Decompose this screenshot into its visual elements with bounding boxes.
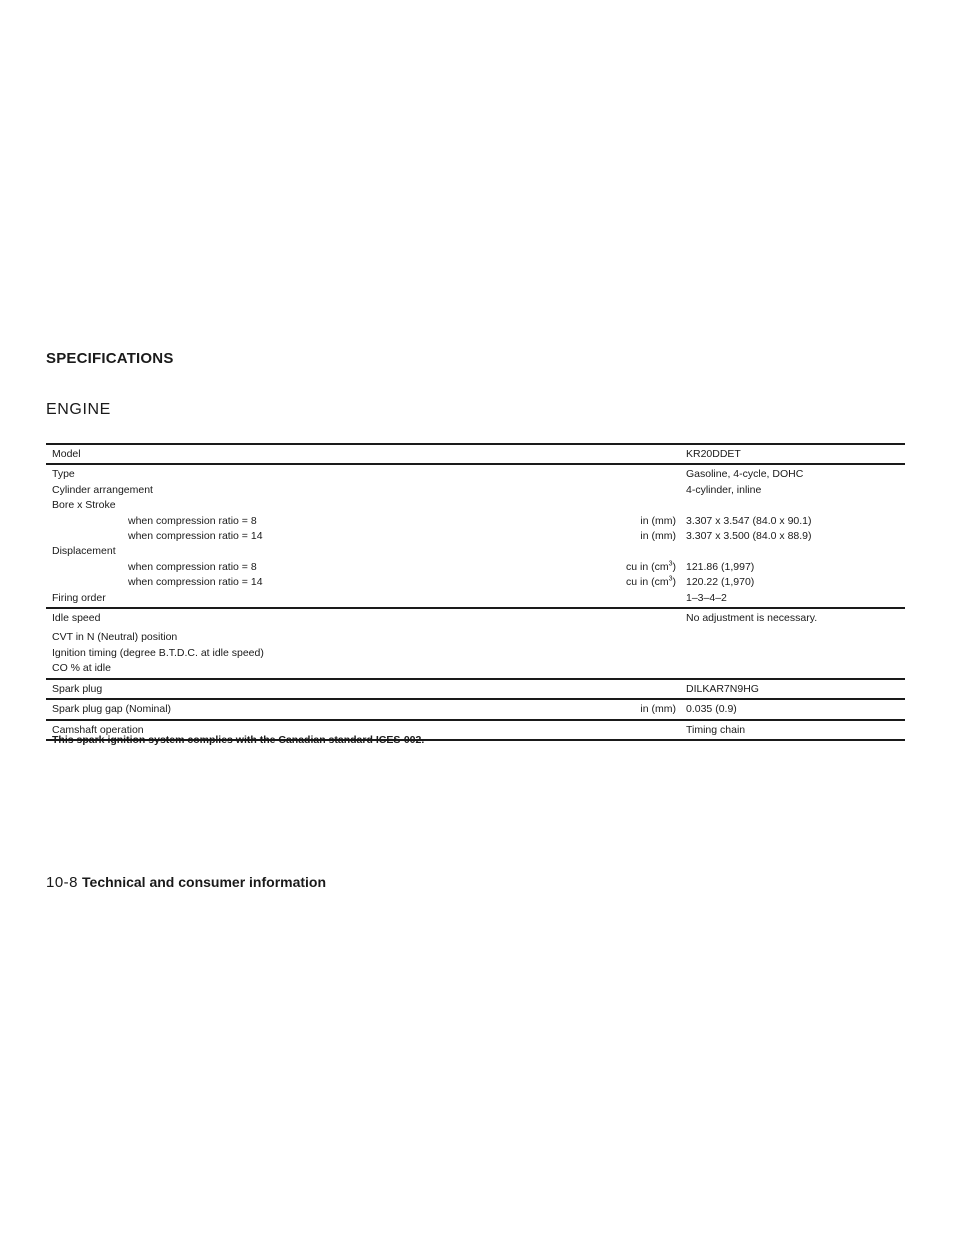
spec-unit — [568, 591, 682, 608]
table-row — [46, 544, 905, 559]
spec-group-spark-plug — [46, 679, 905, 699]
spec-label: Cylinder arrangement — [52, 483, 153, 496]
table-row — [46, 608, 905, 626]
spec-unit — [568, 720, 682, 740]
spec-value: Timing chain — [686, 723, 746, 736]
unit-superscript: 3 — [668, 560, 673, 568]
unit-superscript: 3 — [668, 575, 673, 583]
spec-label: Firing order — [52, 591, 106, 604]
spec-unit — [568, 608, 682, 626]
page-footer — [46, 874, 326, 891]
spec-group-idle — [46, 608, 905, 679]
table-row — [46, 661, 905, 678]
spec-value — [682, 498, 905, 513]
spec-unit — [568, 483, 682, 498]
sub-heading: ENGINE — [46, 401, 111, 418]
spec-value: 3.307 x 3.547 (84.0 x 90.1) — [686, 514, 812, 527]
unit-suffix: ) — [672, 560, 676, 573]
unit-prefix: cu in (cm — [626, 560, 669, 573]
table-row — [46, 626, 905, 645]
spec-group-engine — [46, 464, 905, 608]
spec-value: KR20DDET — [686, 448, 741, 460]
spec-label: CO % at idle — [52, 662, 111, 675]
spec-label: Spark plug — [52, 682, 103, 695]
table-row — [46, 529, 905, 544]
spec-label: when compression ratio = 14 — [128, 530, 263, 543]
spec-label: CVT in N (Neutral) position — [52, 631, 178, 644]
spec-group-spark-plug-gap — [46, 699, 905, 719]
page-number: 10-8 — [46, 874, 79, 891]
spec-unit — [568, 661, 682, 678]
table-row — [46, 560, 905, 575]
spec-label: Type — [52, 468, 75, 481]
spec-unit — [568, 626, 682, 645]
spec-unit: in (mm) — [640, 514, 676, 527]
spec-value: 120.22 (1,970) — [686, 576, 755, 589]
spec-unit — [568, 544, 682, 559]
spec-value — [682, 646, 905, 661]
unit-prefix: cu in (cm — [626, 576, 669, 589]
spec-label: Model — [52, 448, 81, 460]
spec-label: Displacement — [52, 545, 116, 558]
spec-unit — [568, 464, 682, 482]
compliance-footnote: This spark ignition system complies with the Canadian standard ICES-002. — [52, 734, 425, 746]
table-row — [46, 514, 905, 529]
table-row — [46, 444, 905, 464]
table-row — [46, 679, 905, 699]
spec-value: 0.035 (0.9) — [686, 703, 737, 716]
spec-label: Camshaft operation — [52, 723, 144, 736]
spec-unit — [568, 575, 682, 590]
table-row — [46, 575, 905, 590]
table-row — [46, 498, 905, 513]
spec-unit — [568, 646, 682, 661]
spec-label: Spark plug gap (Nominal) — [52, 703, 172, 716]
spec-unit: in (mm) — [640, 703, 676, 716]
spec-group-model — [46, 444, 905, 464]
spec-label: when compression ratio = 8 — [128, 560, 257, 573]
spec-unit — [568, 498, 682, 513]
spec-label: Idle speed — [52, 612, 101, 625]
spec-label: Ignition timing (degree B.T.D.C. at idle speed) — [52, 646, 264, 659]
table-row — [46, 699, 905, 719]
chapter-title: Technical and consumer information — [82, 874, 327, 890]
table-row — [46, 464, 905, 482]
spec-label: when compression ratio = 8 — [128, 514, 257, 527]
table-row — [46, 646, 905, 661]
spec-value: 1–3–4–2 — [686, 591, 727, 604]
spec-value — [682, 544, 905, 559]
spec-unit — [568, 444, 682, 464]
spec-value: Gasoline, 4-cycle, DOHC — [686, 468, 804, 481]
spec-label: Bore x Stroke — [52, 499, 116, 512]
table-row — [46, 591, 905, 608]
spec-value — [682, 661, 905, 678]
unit-suffix: ) — [672, 576, 676, 589]
spec-unit — [568, 560, 682, 575]
spec-label: when compression ratio = 14 — [128, 576, 263, 589]
spec-value: DILKAR7N9HG — [686, 682, 759, 695]
spec-value: No adjustment is necessary. — [686, 612, 818, 625]
engine-spec-table — [46, 443, 905, 741]
spec-value: 3.307 x 3.500 (84.0 x 88.9) — [686, 530, 812, 543]
spec-unit — [568, 679, 682, 699]
spec-value: 4-cylinder, inline — [686, 483, 762, 496]
spec-value: 121.86 (1,997) — [686, 560, 755, 573]
table-row — [46, 483, 905, 498]
spec-unit: in (mm) — [640, 530, 676, 543]
section-heading: SPECIFICATIONS — [46, 350, 174, 367]
spec-value — [682, 626, 905, 645]
